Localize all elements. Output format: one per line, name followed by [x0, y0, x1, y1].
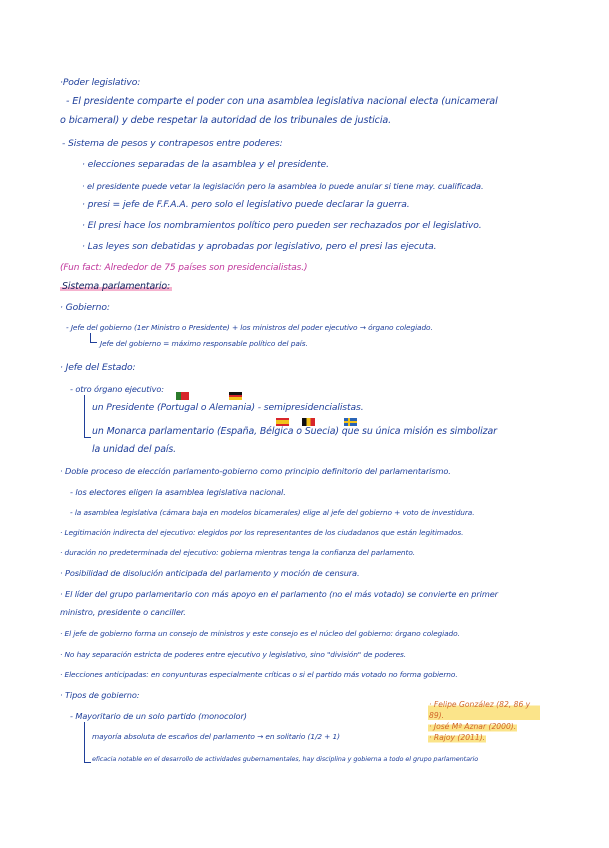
- text-line: · Las leyes son debatidas y aprobadas por legislativo, pero el presi las ejecuta.: [82, 241, 437, 252]
- text-line: un Presidente (Portugal o Alemania) - semipresidencialistas.: [92, 402, 364, 413]
- note-line: · Felipe González (82, 86 y 89).: [428, 699, 540, 721]
- text-line: · el presidente puede vetar la legislación pero la asamblea lo puede anular si tiene may. cualificada.: [82, 181, 484, 191]
- bracket-line: [84, 395, 91, 438]
- text-line: · No hay separación estricta de poderes entre ejecutivo y legislativo, sino "división" de poderes.: [60, 650, 407, 659]
- note-line: · José Mª Aznar (2000).: [429, 722, 517, 731]
- text-line: - los electores eligen la asamblea legislativa nacional.: [70, 487, 286, 497]
- text-line: Jefe del gobierno = máximo responsable político del país.: [100, 339, 308, 348]
- text-line: · Legitimación indirecta del ejecutivo: elegidos por los representantes de los ciudadanos que están legitimados.: [60, 528, 464, 537]
- belgium-flag: [302, 418, 315, 426]
- heading-sistema-parlamentario: [60, 281, 172, 293]
- text-line: · elecciones separadas de la asamblea y el presidente.: [82, 159, 329, 170]
- text-line: - Jefe del gobierno (1er Ministro o Presidente) + los ministros del poder ejecutivo → órgano colegiado.: [66, 323, 433, 332]
- spain-flag: [276, 418, 289, 426]
- text-line: · Elecciones anticipadas: en conyunturas especialmente críticas o si el partido más votado no forma gobierno.: [60, 670, 458, 679]
- text-line: o bicameral) y debe respetar la autoridad de los tribunales de justicia.: [60, 115, 392, 126]
- text-line: · Doble proceso de elección parlamento-gobierno como principio definitorio del parlamentarismo.: [60, 466, 451, 476]
- text-line: - otro órgano ejecutivo:: [70, 384, 164, 394]
- text-line: la unidad del país.: [92, 444, 177, 455]
- text-line: - la asamblea legislativa (cámara baja en modelos bicamerales) elige al jefe del gobierno + voto de investidura.: [70, 508, 475, 517]
- text-line: · El presi hace los nombramientos político pero pueden ser rechazados por el legislativo.: [82, 220, 482, 231]
- heading-poder-legislativo: ·Poder legislativo:: [60, 77, 141, 88]
- germany-flag: [229, 392, 242, 400]
- heading-tipos-gobierno: · Tipos de gobierno:: [60, 690, 140, 700]
- note-line: · Rajoy (2011).: [429, 733, 486, 742]
- text-line: · El líder del grupo parlamentario con más apoyo en el parlamento (no el más votado) se convierte en primer: [60, 589, 498, 599]
- text-line: - El presidente comparte el poder con una asamblea legislativa nacional electa (unicameral: [66, 96, 498, 107]
- heading-gobierno: · Gobierno:: [60, 302, 110, 313]
- text-line: · Posibilidad de disolución anticipada del parlamento y moción de censura.: [60, 568, 360, 578]
- text-line: eficacia notable en el desarrollo de actividades gubernamentales, hay disciplina y gobierna a todo el grupo parlamentario: [92, 755, 479, 763]
- sticky-note-examples: [428, 699, 540, 743]
- text-line: · duración no predeterminada del ejecutivo: gobierna mientras tenga la confianza del parlamento.: [60, 548, 415, 557]
- text-line: - Sistema de pesos y contrapesos entre poderes:: [62, 138, 283, 149]
- text-line: un Monarca parlamentario (España, Bélgica o Suecia) que su única misión es simbolizar: [92, 426, 497, 437]
- text-line: · El jefe de gobierno forma un consejo de ministros y este consejo es el núcleo del gobierno: órgano colegiado.: [60, 629, 460, 638]
- sweden-flag: [344, 418, 357, 426]
- fun-fact: (Fun fact: Alrededor de 75 países son presidencialistas.): [60, 263, 308, 273]
- heading-jefe-estado: · Jefe del Estado:: [60, 362, 136, 373]
- text-line: - Mayoritario de un solo partido (monocolor): [70, 711, 247, 721]
- text-line: · presi = jefe de F.F.A.A. pero solo el legislativo puede declarar la guerra.: [82, 199, 410, 210]
- text-line: ministro, presidente o canciller.: [60, 607, 186, 617]
- bracket-line: [90, 333, 97, 343]
- bracket-line: [84, 722, 91, 763]
- text-line: mayoría absoluta de escaños del parlamento → en solitario (1/2 + 1): [92, 732, 340, 741]
- portugal-flag: [176, 392, 189, 400]
- highlighted-heading: Sistema parlamentario:: [62, 281, 171, 292]
